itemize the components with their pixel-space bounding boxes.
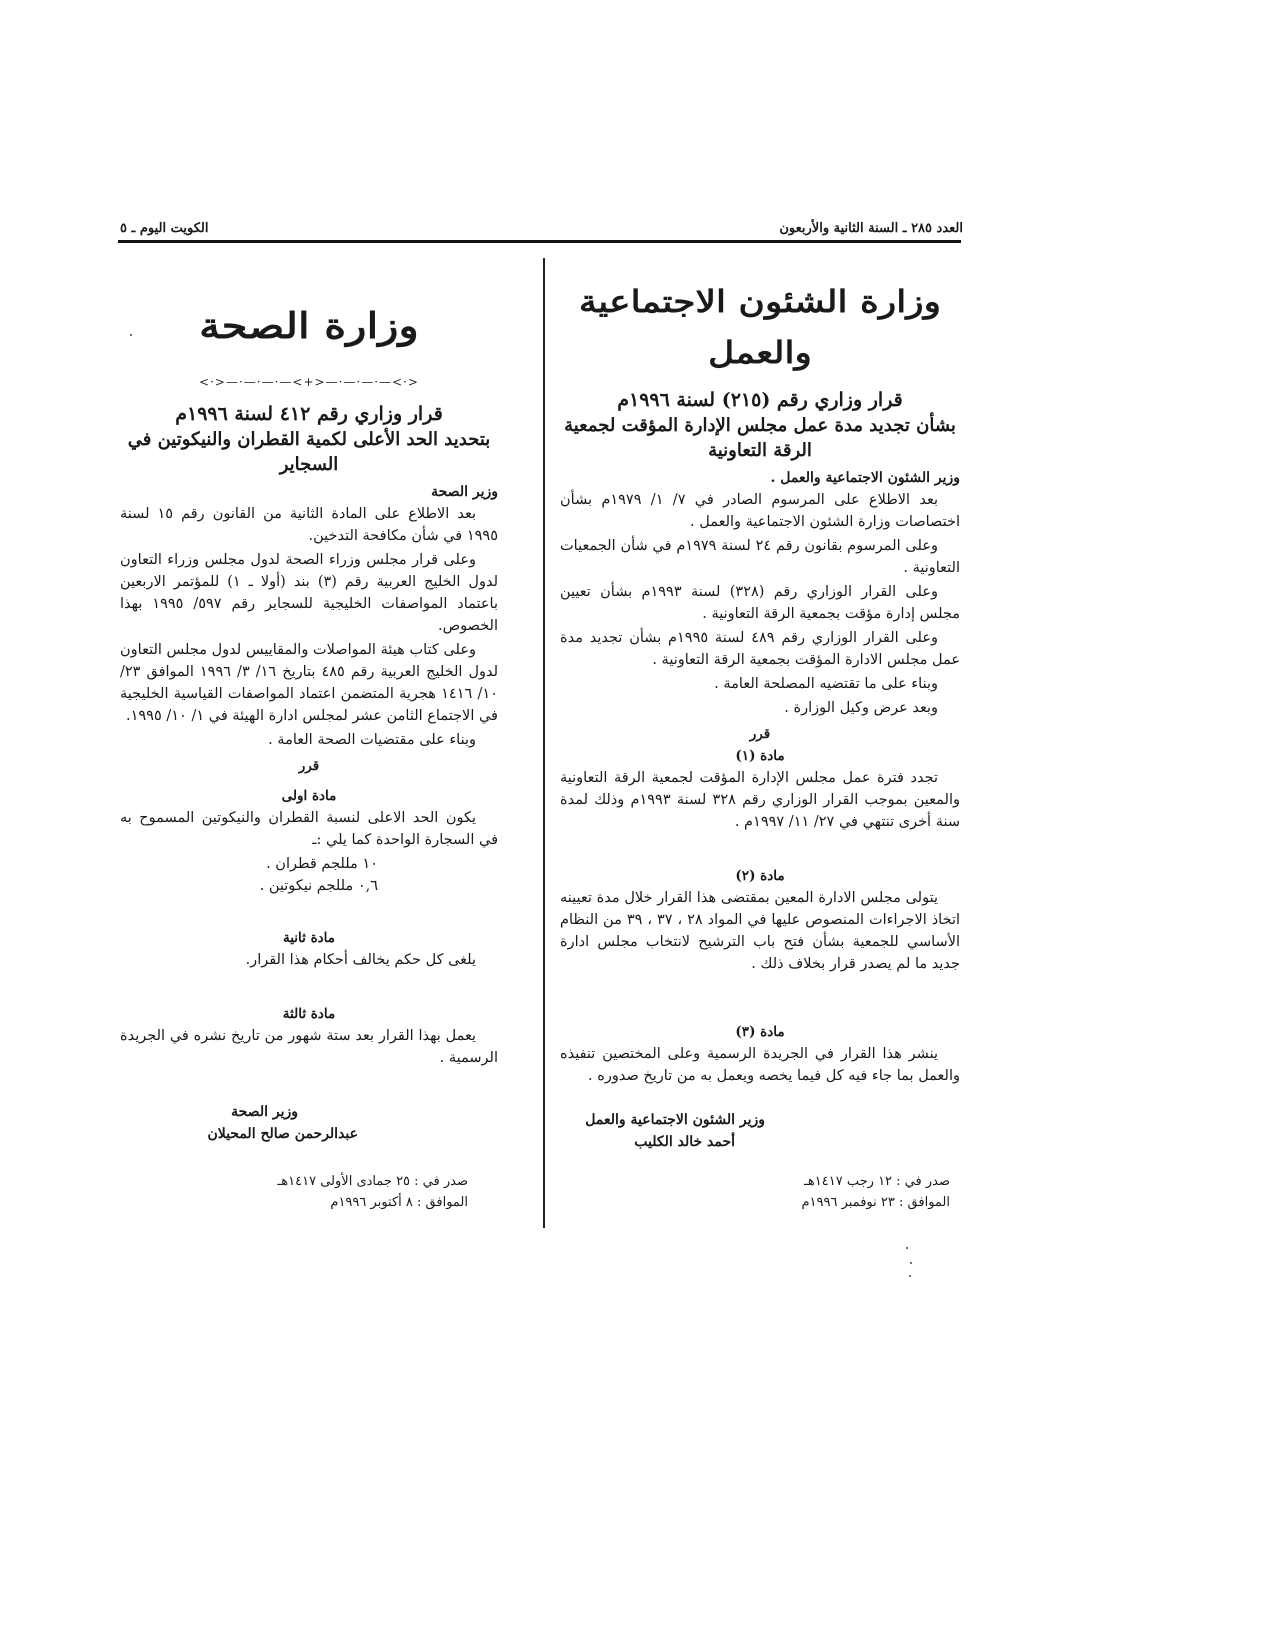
issued-date-gregorian: الموافق : ٨ أكتوبر ١٩٩٦م bbox=[330, 1195, 468, 1210]
signature-title: وزير الصحة bbox=[231, 1104, 298, 1120]
column-divider bbox=[543, 258, 545, 1228]
health-ministry-column bbox=[120, 283, 498, 1213]
minister-heading: وزير الشئون الاجتماعية والعمل . bbox=[770, 470, 960, 486]
preamble-paragraph: بعد الاطلاع على المرسوم الصادر في ٧/ ١/ ١٩٧٩م بشأن اختصاصات وزارة الشئون الاجتماعية والعمل . bbox=[560, 492, 960, 530]
limit-item: ٠,٦ مللجم نيكوتين . bbox=[259, 878, 378, 894]
issued-date-hijri: صدر في : ١٢ رجب ١٤١٧هـ bbox=[804, 1174, 950, 1189]
page-number-header: الكويت اليوم ـ ٥ bbox=[120, 221, 209, 236]
signature-name: أحمد خالد الكليب bbox=[634, 1134, 735, 1150]
article-title: مادة ثانية bbox=[282, 930, 336, 946]
preamble-paragraph: وبناء على ما تقتضيه المصلحة العامة . bbox=[714, 676, 938, 692]
article-text: يعمل بهذا القرار بعد ستة شهور من تاريخ نشره في الجريدة الرسمية . bbox=[120, 1028, 498, 1066]
decided-heading: قرر bbox=[749, 726, 771, 742]
ministry-of-health-heading: وزارة الصحة bbox=[199, 304, 419, 347]
signature-title: وزير الشئون الاجتماعية والعمل bbox=[585, 1112, 765, 1128]
issue-header: العدد ٢٨٥ ـ السنة الثانية والأربعون bbox=[779, 221, 963, 236]
article-text: يكون الحد الاعلى لنسبة القطران والنيكوتين المسموح به في السجارة الواحدة كما يلي :ـ bbox=[120, 810, 498, 848]
article-title: مادة اولى bbox=[281, 788, 337, 804]
article-title: مادة (٢) bbox=[735, 868, 785, 884]
preamble-paragraph: وعلى القرار الوزاري رقم ٤٨٩ لسنة ١٩٩٥م بشأن تجديد مدة عمل مجلس الادارة المؤقت بجمعية الرقة التعاونية . bbox=[560, 630, 960, 668]
signature-name: عبدالرحمن صالح المحيلان bbox=[207, 1126, 358, 1142]
preamble-paragraph: وعلى القرار الوزاري رقم (٣٢٨) لسنة ١٩٩٣م بشأن تعيين مجلس إدارة مؤقت بجمعية الرقة التعاونية . bbox=[560, 584, 960, 622]
decree-subject: بتحديد الحد الأعلى لكمية القطران والنيكوتين في السجاير bbox=[127, 429, 491, 475]
preamble-paragraph: وعلى قرار مجلس وزراء الصحة لدول مجلس وزراء التعاون لدول الخليج العربية رقم (٣) بند (أولا ـ ١) للمؤتمر الاربعين باعتماد المواصفات الخليجية للسجاير رقم ٥٩٧/ ١٩٩٥ بهذا الخصوص. bbox=[120, 552, 498, 634]
issued-date-hijri: صدر في : ٢٥ جمادى الأولى ١٤١٧هـ bbox=[277, 1174, 468, 1189]
header-rule bbox=[118, 240, 961, 243]
article-title: مادة (٣) bbox=[735, 1024, 785, 1040]
decree-title: قرار وزاري رقم (٢١٥) لسنة ١٩٩٦م bbox=[617, 389, 903, 411]
decree-subject: بشأن تجديد مدة عمل مجلس الإدارة المؤقت لجمعية الرقة التعاونية bbox=[564, 415, 956, 461]
limit-item: ١٠ مللجم قطران . bbox=[266, 856, 378, 872]
ornament-divider: <·>—·—·—·—<+>—·—·—·—<·> bbox=[199, 375, 419, 389]
article-title: مادة (١) bbox=[735, 748, 785, 764]
article-text: ينشر هذا القرار في الجريدة الرسمية وعلى المختصين تنفيذه والعمل بما جاء فيه كل فيما يخصه ويعمل به من تاريخ صدوره . bbox=[560, 1046, 960, 1084]
preamble-paragraph: وبناء على مقتضيات الصحة العامة . bbox=[268, 732, 476, 748]
preamble-paragraph: بعد الاطلاع على المادة الثانية من القانون رقم ١٥ لسنة ١٩٩٥ في شأن مكافحة التدخين. bbox=[120, 506, 498, 544]
preamble-paragraph: وعلى المرسوم بقانون رقم ٢٤ لسنة ١٩٧٩م في شأن الجمعيات التعاونية . bbox=[560, 538, 960, 576]
scan-speck bbox=[910, 1262, 912, 1264]
preamble-paragraph: وعلى كتاب هيئة المواصلات والمقاييس لدول مجلس التعاون لدول الخليج العربية رقم ٤٨٥ بتاريخ ١٦/ ٣/ ١٩٩٦ الموافق ٢٣/ ١٠/ ١٤١٦ هجرية المتضمن اعتماد المواصفات القياسية الخليجية في الاجتماع الثامن عشر لمجلس ادارة الهيئة في ١/ ١٠/ ١٩٩٥. bbox=[120, 642, 499, 724]
decree-title: قرار وزاري رقم ٤١٢ لسنة ١٩٩٦م bbox=[175, 403, 443, 425]
article-text: يتولى مجلس الادارة المعين بمقتضى هذا القرار خلال مدة تعيينه اتخاذ الاجراءات المنصوص عليها في المواد ٢٨ ، ٣٧ ، ٣٩ من النظام الأساسي للجمعية بشأن فتح باب الترشيح لانتخاب مجلس ادارة جديد ما لم يصدر قرار بخلاف ذلك . bbox=[560, 890, 961, 972]
scan-speck bbox=[906, 1247, 908, 1249]
issued-date-gregorian: الموافق : ٢٣ نوفمبر ١٩٩٦م bbox=[801, 1195, 950, 1210]
article-text: يلغى كل حكم يخالف أحكام هذا القرار. bbox=[245, 952, 476, 968]
scan-speck bbox=[909, 1275, 911, 1277]
minister-heading: وزير الصحة bbox=[431, 484, 498, 500]
preamble-paragraph: وبعد عرض وكيل الوزارة . bbox=[784, 700, 938, 716]
article-title: مادة ثالثة bbox=[282, 1006, 336, 1022]
social-affairs-ministry-column bbox=[560, 263, 960, 1213]
article-text: تجدد فترة عمل مجلس الإدارة المؤقت لجمعية الرقة التعاونية والمعين بموجب القرار الوزاري رقم ٣٢٨ لسنة ١٩٩٣م وذلك لمدة سنة أخرى تنتهي في ٢٧/ ١١/ ١٩٩٧م . bbox=[560, 770, 960, 830]
ministry-of-social-affairs-heading: وزارة الشئون الاجتماعية والعمل bbox=[578, 284, 942, 371]
decided-heading: قرر bbox=[298, 758, 320, 774]
